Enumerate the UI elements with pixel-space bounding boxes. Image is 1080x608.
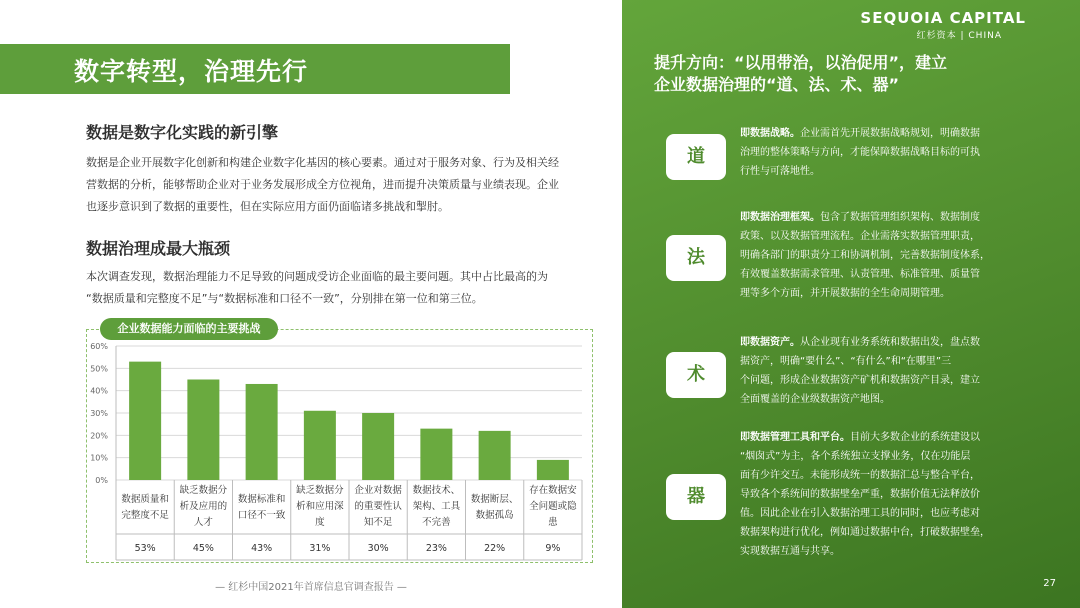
- item-line: 从企业现有业务系统和数据出发，盘点数: [800, 337, 980, 348]
- badge-fa: 法: [666, 235, 726, 281]
- category-label: 全问题或隐: [529, 501, 577, 512]
- y-tick-label: 40%: [90, 386, 108, 396]
- item-term: 即数据治理框架。: [740, 212, 820, 223]
- item-line: 目前大多数企业的系统建设以: [850, 432, 980, 443]
- section1-line: 数据是企业开展数字化创新和构建企业数字化基因的核心要素。通过对于服务对象、行为及相关经: [86, 156, 559, 169]
- section2-paragraph: [86, 266, 548, 310]
- item-line: 实现数据互通与共享。: [740, 546, 840, 557]
- item-line: 有效覆盖数据需求管理、认责管理、标准管理、质量管: [740, 269, 980, 280]
- y-tick-label: 10%: [90, 453, 108, 463]
- value-label: 45%: [192, 543, 214, 554]
- bar: [537, 460, 569, 480]
- category-label: 患: [548, 517, 558, 528]
- category-label: 数据标准和: [237, 494, 286, 505]
- item-line: 导致各个系统间的数据壁垒严重，数据价值无法释放价: [740, 489, 980, 500]
- category-label: 存在数据安: [529, 485, 577, 496]
- item-line: 值。因此企业在引入数据治理工具的同时，也应考虑对: [740, 508, 980, 519]
- category-label: 缺乏数据分: [296, 485, 344, 496]
- item-text-dao: [740, 124, 1030, 181]
- bar: [129, 362, 161, 480]
- category-label: 数据孤岛: [475, 510, 514, 521]
- y-tick-label: 20%: [90, 431, 108, 441]
- section1-line: 也逐步意识到了数据的重要性，但在实际应用方面仍面临诸多挑战和掣肘。: [86, 200, 449, 213]
- y-tick-label: 50%: [90, 364, 108, 374]
- category-label: 析及应用的: [179, 501, 228, 512]
- item-line: 行性与可落地性。: [740, 166, 820, 177]
- category-label: 数据断层、: [470, 494, 519, 505]
- y-tick-label: 0%: [95, 476, 108, 485]
- bar: [187, 380, 219, 481]
- badge-shu: 术: [666, 352, 726, 398]
- title-bar: [0, 44, 510, 94]
- category-label: 架构、工具: [412, 501, 461, 512]
- item-line: 明确各部门的职责分工和协调机制，完善数据制度体系，: [740, 250, 990, 261]
- category-label: 析和应用深: [296, 501, 344, 512]
- bar-chart: [86, 336, 591, 561]
- category-label: 人才: [193, 517, 213, 528]
- page-title: 数字转型，治理先行: [74, 57, 309, 86]
- category-label: 不完善: [422, 517, 451, 528]
- company-logo-sub: 红杉资本 | CHINA: [916, 31, 1002, 41]
- value-label: 22%: [484, 543, 506, 554]
- item-line: 面有少许交互。未能形成统一的数据汇总与整合平台，: [740, 470, 980, 481]
- category-label: 缺乏数据分: [179, 485, 228, 496]
- bar: [304, 411, 336, 480]
- page-number: 27: [1043, 578, 1056, 589]
- item-text-fa: [740, 208, 1030, 303]
- category-label: 的重要性认: [354, 501, 402, 512]
- bar: [246, 384, 278, 480]
- item-line: 理等多个方面，并开展数据的全生命周期管理。: [740, 288, 950, 299]
- y-tick-label: 30%: [90, 409, 108, 418]
- badge-qi: 器: [666, 474, 726, 520]
- section1-heading: 数据是数字化实践的新引擎: [86, 123, 279, 142]
- bar: [479, 431, 511, 480]
- chart-title: 企业数据能力面临的主要挑战: [100, 318, 278, 340]
- company-logo: SEQUOIA CAPITAL: [860, 9, 1026, 27]
- category-label: 企业对数据: [354, 485, 402, 496]
- right-panel: [622, 0, 1080, 608]
- item-line: 包含了数据管理组织架构、数据制度: [820, 212, 980, 223]
- bar: [420, 429, 452, 480]
- value-label: 9%: [545, 543, 561, 554]
- category-label: 数据技术、: [412, 485, 461, 496]
- item-line: 政策、以及数据管理流程。企业需落实数据管理职责，: [740, 231, 980, 242]
- item-line: “烟囱式”为主，各个系统独立支撑业务，仅在功能层: [740, 451, 971, 462]
- section2-line: “数据质量和完整度不足”与“数据标准和口径不一致”，分别排在第一位和第三位。: [86, 292, 483, 305]
- item-line: 数据架构进行优化，例如通过数据中台，打破数据壁垒，: [740, 527, 990, 538]
- category-label: 口径不一致: [237, 510, 286, 521]
- item-term: 即数据管理工具和平台。: [740, 432, 850, 443]
- section1-line: 营数据的分析，能够帮助企业对于业务发展形成全方位视角，进而提升决策质量与业绩表现。企业: [86, 178, 559, 191]
- category-label: 知不足: [363, 517, 393, 528]
- category-label: 完整度不足: [121, 510, 169, 521]
- item-line: 据资产，明确“要什么”、“有什么”和“在哪里”三: [740, 356, 952, 367]
- section2-heading: 数据治理成最大瓶颈: [86, 239, 231, 258]
- category-label: 度: [315, 517, 325, 528]
- value-label: 31%: [309, 543, 331, 554]
- value-label: 30%: [367, 543, 389, 554]
- right-title: [654, 52, 1014, 96]
- item-text-shu: [740, 333, 1030, 409]
- item-term: 即数据战略。: [740, 128, 800, 139]
- right-title-line: 提升方向：“以用带治，以治促用”，建立: [654, 53, 948, 72]
- item-line: 企业需首先开展数据战略规划，明确数据: [800, 128, 980, 139]
- item-line: 个问题，形成企业数据资产矿机和数据资产目录，建立: [740, 375, 980, 386]
- badge-dao: 道: [666, 134, 726, 180]
- section1-paragraph: [86, 152, 559, 218]
- bar: [362, 413, 394, 480]
- item-line: 治理的整体策略与方向，才能保障数据战略目标的可执: [740, 147, 980, 158]
- y-tick-label: 60%: [90, 342, 108, 351]
- category-label: 数据质量和: [121, 494, 169, 505]
- item-term: 即数据资产。: [740, 337, 800, 348]
- item-text-qi: [740, 428, 1030, 561]
- value-label: 23%: [425, 543, 447, 554]
- value-label: 53%: [134, 543, 156, 554]
- value-label: 43%: [251, 543, 273, 554]
- item-line: 全面覆盖的企业级数据资产地图。: [740, 394, 890, 405]
- right-title-line: 企业数据治理的“道、法、术、器”: [654, 75, 900, 94]
- footer-note: — 红杉中国2021年首席信息官调查报告 —: [215, 582, 407, 593]
- section2-line: 本次调查发现，数据治理能力不足导致的问题成受访企业面临的最主要问题。其中占比最高的为: [86, 270, 548, 283]
